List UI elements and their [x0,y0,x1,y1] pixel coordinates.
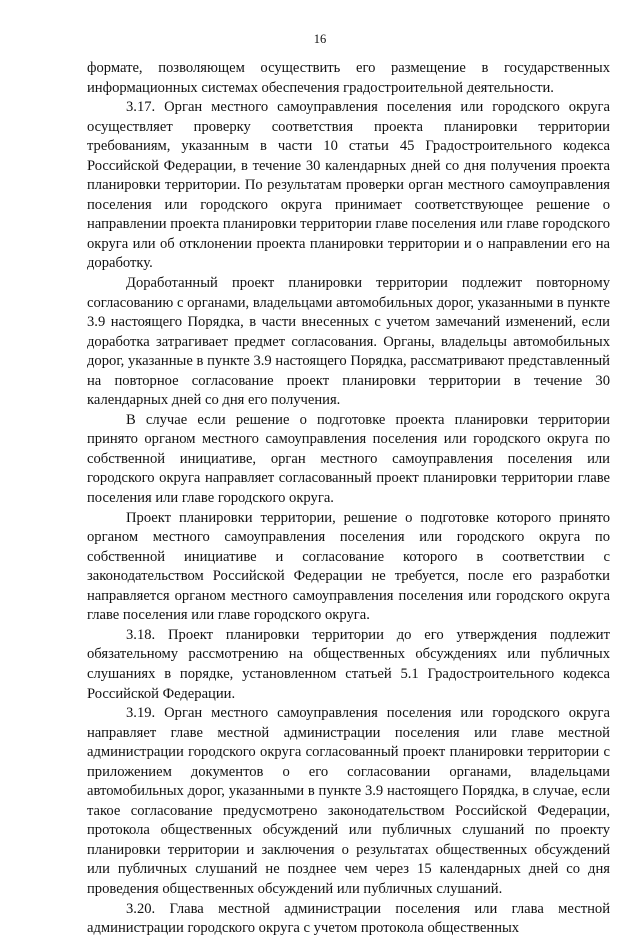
page-number: 16 [313,32,327,46]
paragraph-3-18: 3.18. Проект планировки территории до его утверждения подлежит обязательному рассмотрению на общественных обсуждениях или публичных слушаниях в порядке, установленном статьей 5.1 Градостроительного кодекса Российской Федерации. [87,626,610,702]
paragraph-no-approval-required: Проект планировки территории, решение о подготовке которого принято органом местного самоуправления поселения или городского округа по собственной инициативе и согласование которого в соответствии с законодательством Российской Федерации не требуется, после его разработки направляется органом местного самоуправления поселения или городского округа главе поселения или главе городского округа. [87,509,610,624]
document-body [87,59,610,939]
paragraph-3-17: 3.17. Орган местного самоуправления поселения или городского округа осуществляет проверку соответствия проекта планировки территории требованиям, указанным в части 10 статьи 45 Градостроительного кодекса Российской Федерации, в течение 30 календарных дней со дня получения проекта планировки территории. По результатам проверки орган местного самоуправления поселения или городского округа принимает соответствующее решение о направлении проекта планировки территории главе поселения или главе городского округа или об отклонении проекта планировки территории и о направлении его на доработку. [87,99,610,272]
paragraph-3-20: 3.20. Глава местной администрации поселения или глава местной администрации городского округа с учетом протокола общественных [87,900,610,937]
paragraph-revised-project: Доработанный проект планировки территории подлежит повторному согласованию с органами, владельцами автомобильных дорог, указанными в пункте 3.9 настоящего Порядка, в части внесенных с учетом замечаний изменений, если доработка затрагивает предмет согласования. Органы, владельцы автомобильных дорог, указанные в пункте 3.9 настоящего Порядка, рассматривают представленный на повторное согласование проект планировки территории в течение 30 календарных дней со дня его получения. [87,275,610,409]
paragraph-own-initiative: В случае если решение о подготовке проекта планировки территории принято органом местного самоуправления поселения или городского округа по собственной инициативе, орган местного самоуправления поселения или городского округа направляет согласованный проект планировки территории главе поселения или главе городского округа. [87,411,610,507]
paragraph-3-19: 3.19. Орган местного самоуправления поселения или городского округа направляет главе местной администрации поселения или главе местной администрации городского округа согласованный проект планировки территории с приложением документов о его согласовании органами, владельцами автомобильных дорог, указанными в пункте 3.9 настоящего Порядка, в случае, если такое согласование предусмотрено законодательством Российской Федерации, протокола общественных обсуждений или публичных слушаний по проекту планировки территории и заключения о результатах общественных обсуждений или публичных слушаний не позднее чем через 15 календарных дней со дня проведения общественных обсуждений или публичных слушаний. [87,705,610,897]
paragraph-continuation: формате, позволяющем осуществить его размещение в государственных информационных системах обеспечения градостроительной деятельности. [87,60,610,96]
